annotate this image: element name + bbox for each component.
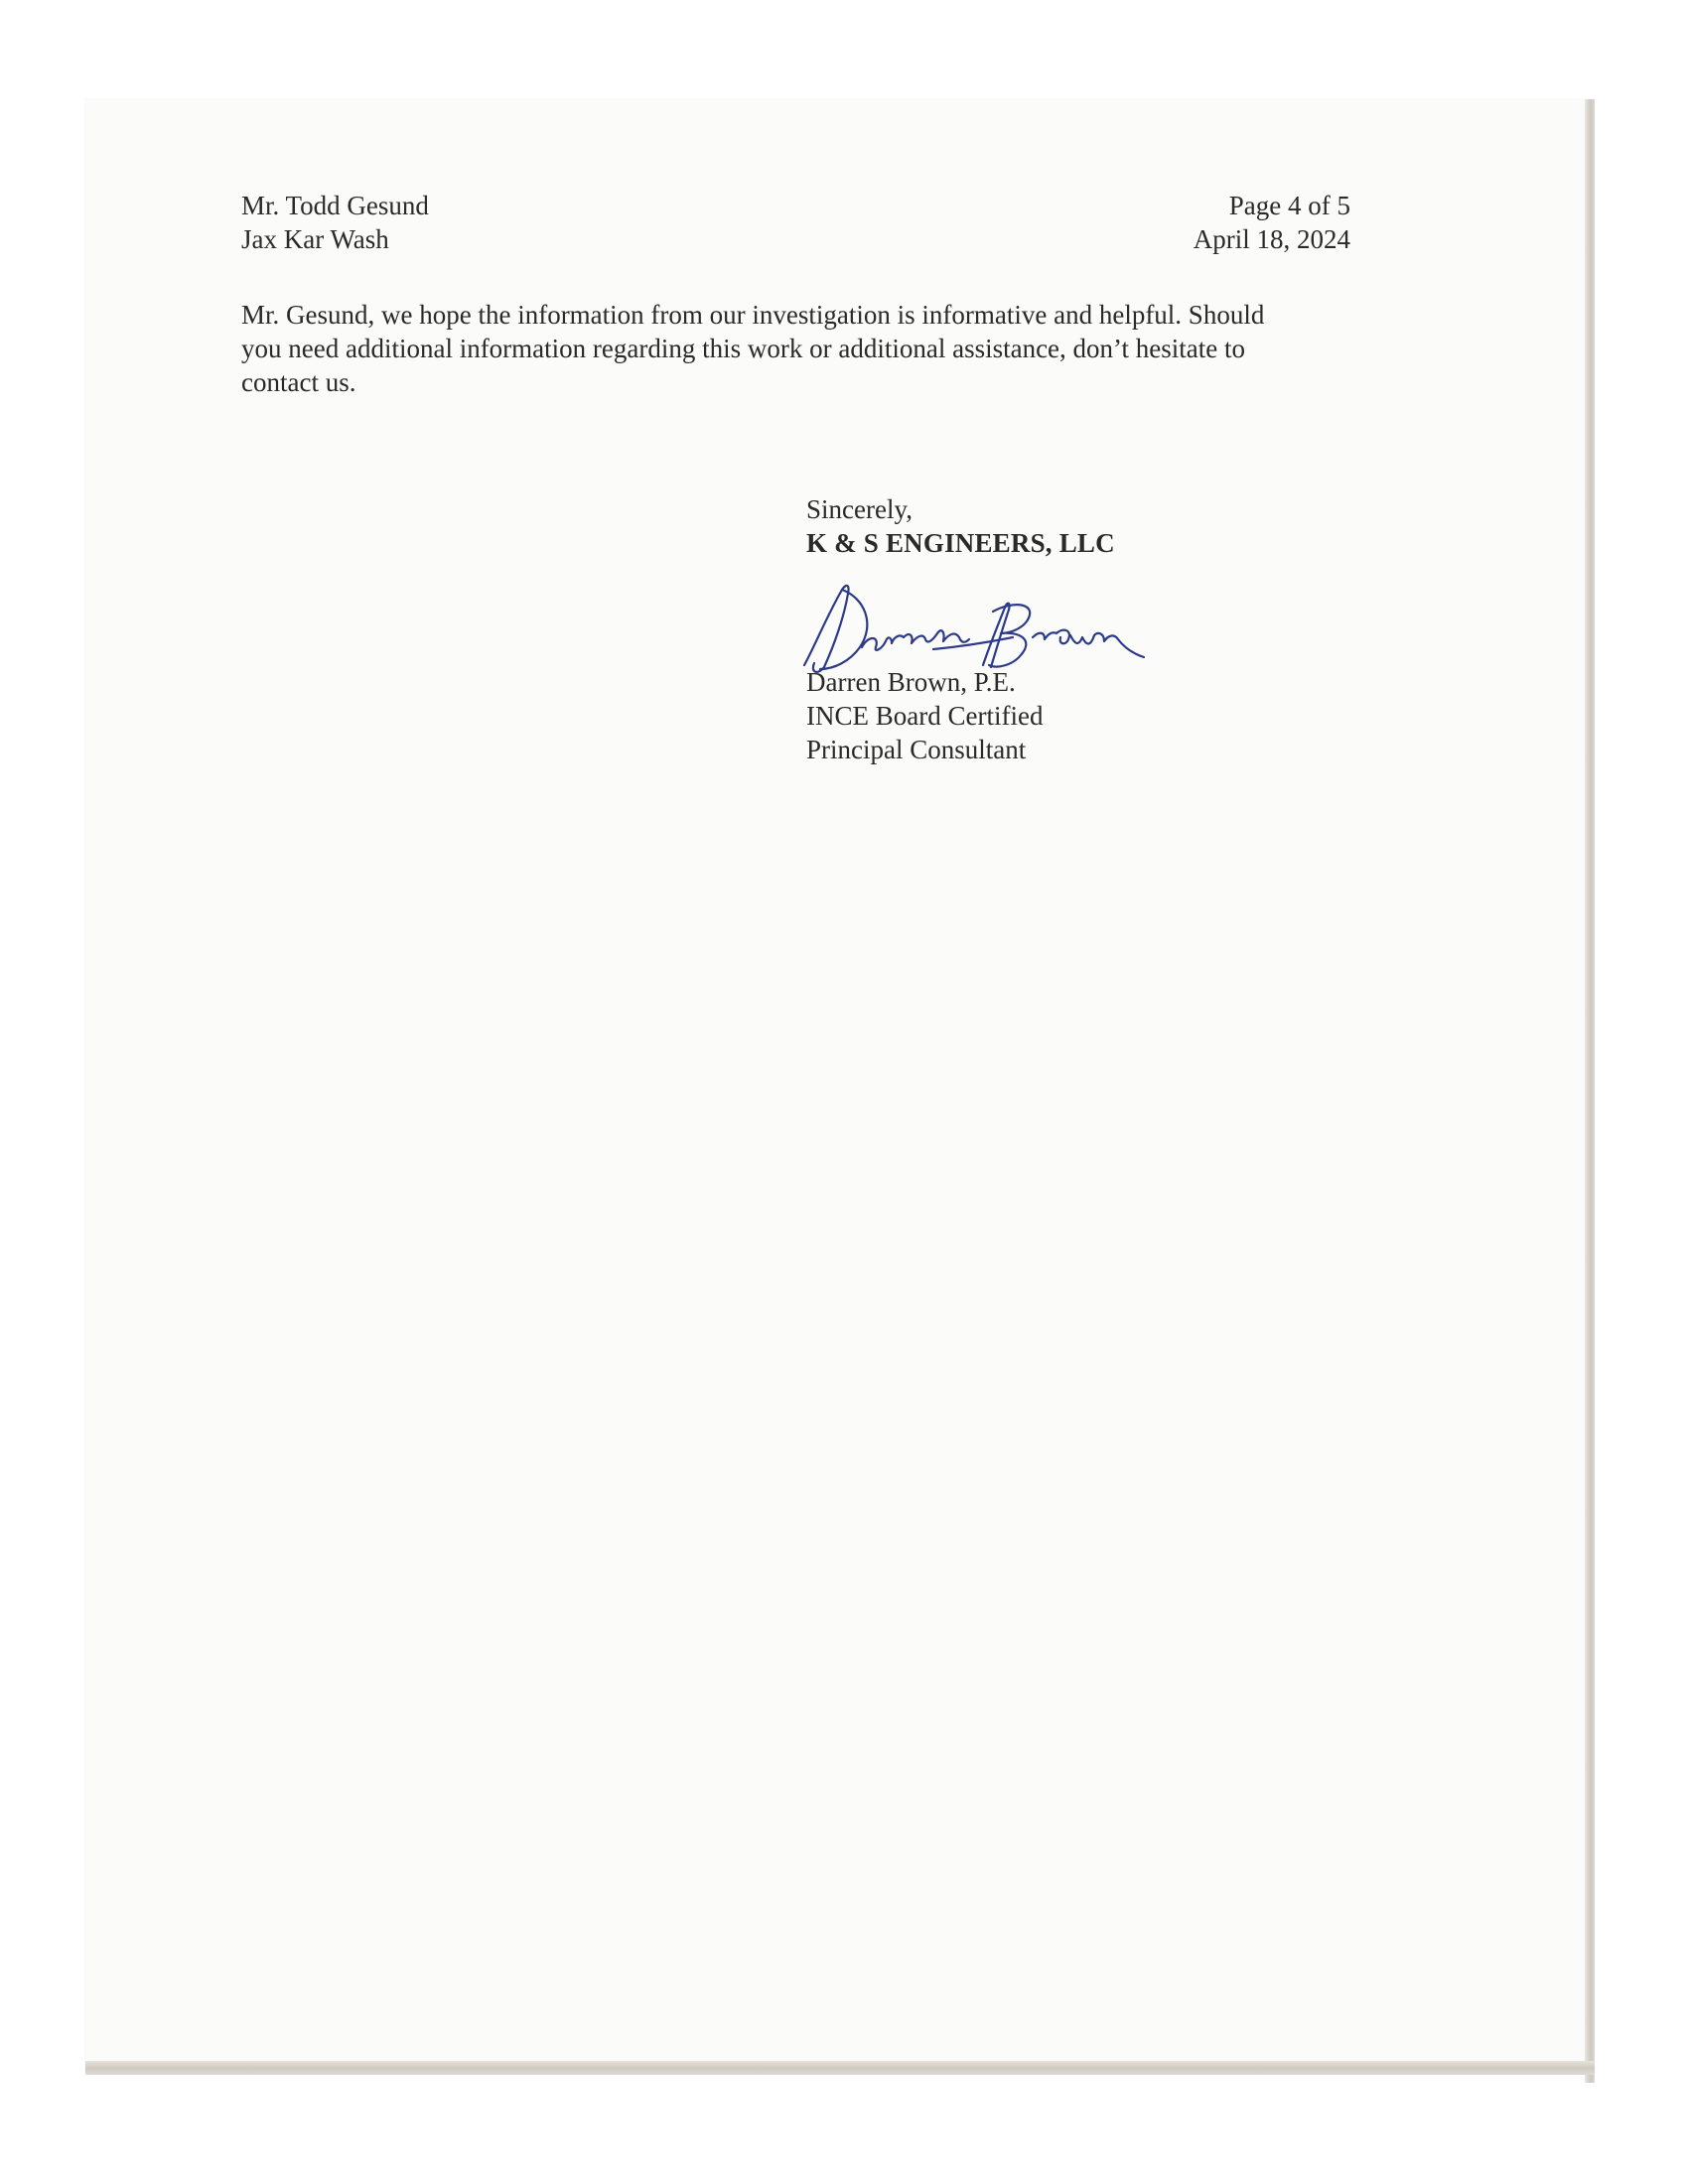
letter-date: April 18, 2024	[1193, 224, 1350, 254]
salutation: Sincerely,	[806, 494, 913, 524]
page-number: Page 4 of 5	[1228, 191, 1350, 220]
recipient-company: Jax Kar Wash	[241, 224, 389, 254]
firm-name: K & S ENGINEERS, LLC	[806, 528, 1115, 558]
recipient-name: Mr. Todd Gesund	[241, 191, 429, 220]
scan-edge-bottom	[85, 2061, 1595, 2075]
closing-block	[806, 492, 1115, 560]
signer-title: Principal Consultant	[806, 735, 1027, 764]
page-info-block	[1194, 189, 1350, 256]
body-line-3: contact us.	[241, 367, 356, 397]
recipient-block	[241, 189, 429, 256]
signer-certification: INCE Board Certified	[806, 701, 1044, 731]
signer-block	[806, 665, 1043, 766]
signer-name: Darren Brown, P.E.	[806, 667, 1016, 697]
body-paragraph	[241, 298, 1383, 399]
scan-edge-right	[1585, 99, 1595, 2083]
body-line-1: Mr. Gesund, we hope the information from our investigation is informative and helpful. Should	[241, 300, 1265, 330]
signature-image	[784, 578, 1152, 677]
body-line-2: you need additional information regarding this work or additional assistance, don’t hesitate to	[241, 334, 1246, 363]
